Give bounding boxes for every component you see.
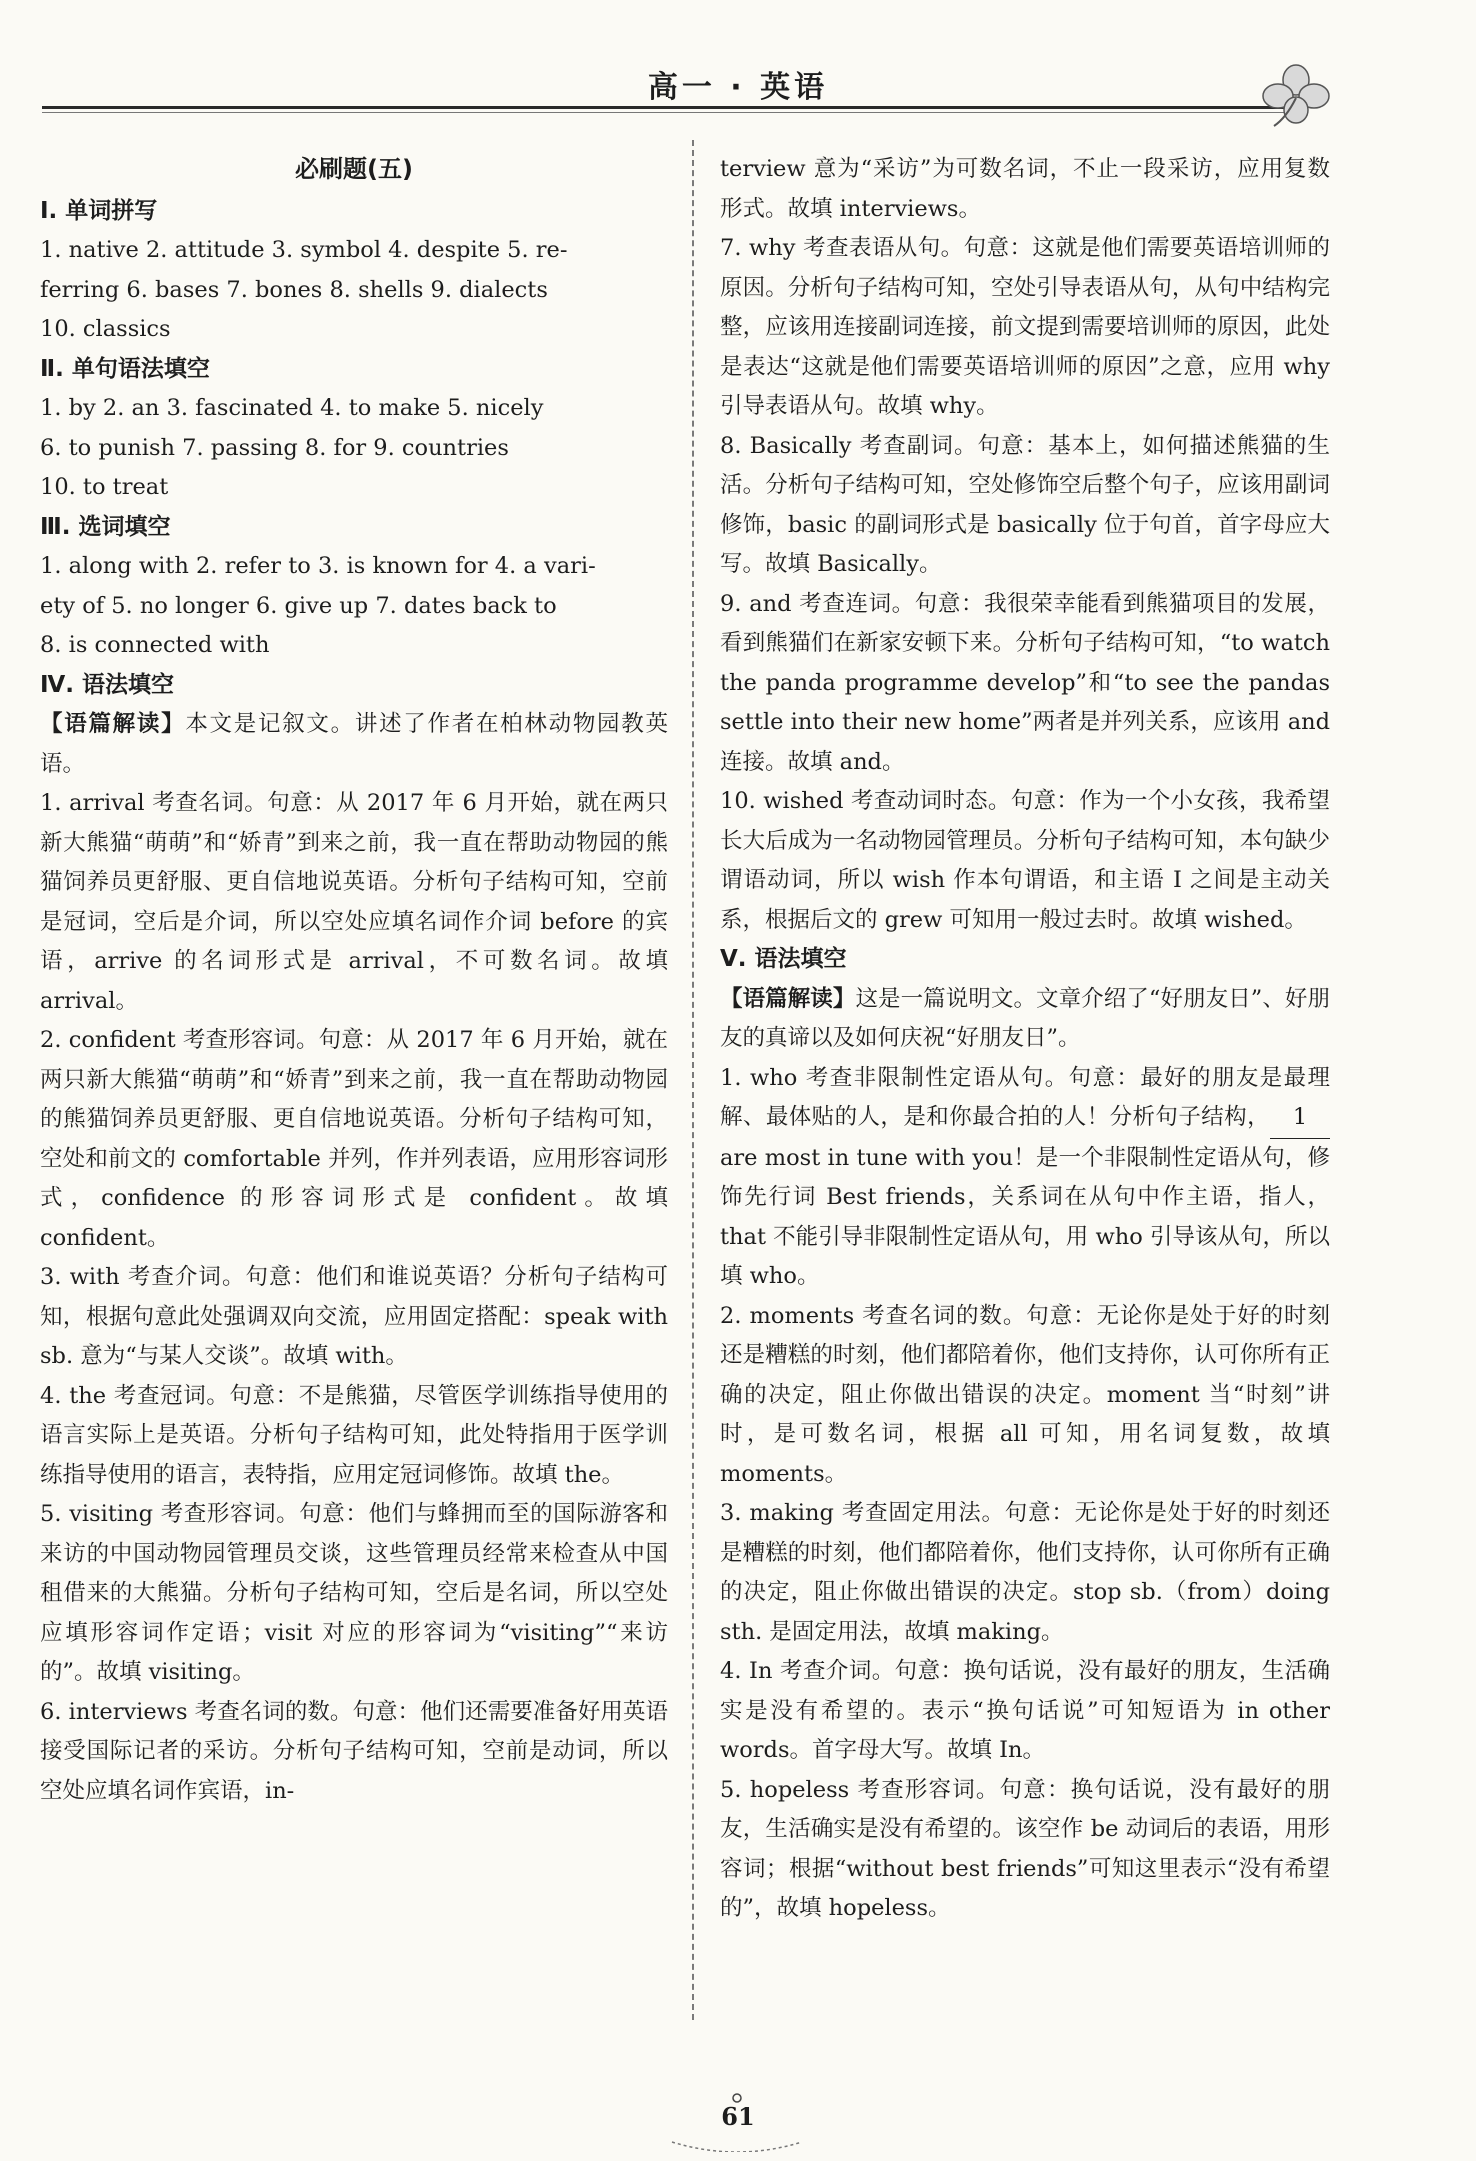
- answer-continuation: terview 意为“采访”为可数名词，不止一段采访，应用复数形式。故填 interviews。: [720, 156, 1330, 222]
- passage-analysis-label: 【语篇解读】: [40, 711, 186, 737]
- answer-item: 3. with 考查介词。句意：他们和谁说英语？分析句子结构可知，根据句意此处强调双向交流，应用固定搭配：speak with sb. 意为“与某人交谈”。故填 with。: [40, 1264, 668, 1369]
- answer-line: 1. by 2. an 3. fascinated 4. to make 5. nicely: [40, 395, 544, 421]
- answer-item-part: are most in tune with you！是一个非限制性定语从句，修饰先行词 Best friends，关系词在从句中作主语，指人，that 不能引导非限制性定语从句，用 who 引导该从句，所以填 who。: [720, 1144, 1330, 1289]
- answer-item: [720, 1059, 1330, 1297]
- answer-line: 1. along with 2. refer to 3. is known for 4. a vari-: [40, 553, 596, 579]
- section-heading-2: Ⅱ. 单句语法填空: [40, 355, 210, 382]
- section-heading-1: Ⅰ. 单词拼写: [40, 197, 158, 224]
- answer-line: 6. to punish 7. passing 8. for 9. countries: [40, 434, 509, 461]
- exercise-title: 必刷题(五): [295, 155, 413, 183]
- answer-item: 6. interviews 考查名词的数。句意：他们还需要准备好用英语接受国际记者的采访。分析句子结构可知，空前是动词，所以空处应填名词作宾语，in-: [40, 1698, 668, 1804]
- answer-item: 8. Basically 考查副词。句意：基本上，如何描述熊猫的生活。分析句子结构可知，空处修饰空后整个句子，应该用副词修饰，basic 的副词形式是 basically 位于句首，首字母应大写。故填 Basically。: [720, 432, 1330, 577]
- section-heading-5: Ⅴ. 语法填空: [720, 946, 847, 972]
- answer-item: 9. and 考查连词。句意：我很荣幸能看到熊猫项目的发展，看到熊猫们在新家安顿下来。分析句子结构可知，“to watch the panda programme develop”和“to see the pandas settle into their new home”两者是并列关系，应该用 and 连接。故填 and。: [720, 590, 1330, 775]
- section-heading-3: Ⅲ. 选词填空: [40, 513, 171, 540]
- right-column: [720, 150, 1330, 1929]
- answer-item: 10. wished 考查动词时态。句意：作为一个小女孩，我希望长大后成为一名动物园管理员。分析句子结构可知，本句缺少谓语动词，所以 wish 作本句谓语，和主语 I 之间是主动关系，根据后文的 grew 可知用一般过去时。故填 wished。: [720, 788, 1330, 933]
- passage-analysis: [40, 705, 668, 784]
- left-column: [40, 150, 668, 1811]
- answer-line: ety of 5. no longer 6. give up 7. dates back to: [40, 592, 557, 619]
- page-number: 61: [721, 2102, 755, 2131]
- blank-number: 1: [1270, 1098, 1330, 1139]
- answer-item: 7. why 考查表语从句。句意：这就是他们需要英语培训师的原因。分析句子结构可知，空处引导表语从句，从句中结构完整，应该用连接副词连接，前文提到需要培训师的原因，此处是表达“这就是他们需要英语培训师的原因”之意，应用 why 引导表语从句。故填 why。: [720, 235, 1330, 419]
- answer-item: 4. the 考查冠词。句意：不是熊猫，尽管医学训练指导使用的语言实际上是英语。分析句子结构可知，此处特指用于医学训练指导使用的语言，表特指，应用定冠词修饰。故填 the。: [40, 1382, 668, 1488]
- header-rule: [42, 106, 1292, 109]
- answer-item: 4. In 考查介词。句意：换句话说，没有最好的朋友，生活确实是没有希望的。表示“换句话说”可知短语为 in other words。首字母大写。故填 In。: [720, 1658, 1330, 1763]
- passage-analysis-label: 【语篇解读】: [720, 985, 856, 1012]
- answer-item: 5. visiting 考查形容词。句意：他们与蜂拥而至的国际游客和来访的中国动物园管理员交谈，这些管理员经常来检查从中国租借来的大熊猫。分析句子结构可知，空后是名词，所以空处应填形容词作定语；visit 对应的形容词为“visiting”“来访的”。故填 visiting。: [40, 1501, 668, 1685]
- answer-line: 8. is connected with: [40, 632, 270, 658]
- header-title: 高一 · 英语: [647, 70, 829, 105]
- answer-item-part: 1. who 考查非限制性定语从句。句意：最好的朋友是最理解、最体贴的人，是和你最合拍的人！分析句子结构，: [720, 1064, 1330, 1130]
- answer-item: 1. arrival 考查名词。句意：从 2017 年 6 月开始，就在两只新大熊猫“萌萌”和“娇青”到来之前，我一直在帮助动物园的熊猫饲养员更舒服、更自信地说英语。分析句子结构可知，空前是冠词，空后是介词，所以空处应填名词作介词 before 的宾语，arrive 的名词形式是 arrival，不可数名词。故填 arrival。: [40, 790, 668, 1014]
- answer-item: 5. hopeless 考查形容词。句意：换句话说，没有最好的朋友，生活确实是没有希望的。该空作 be 动词后的表语，用形容词；根据“without best friends”可知这里表示“没有希望的”，故填 hopeless。: [720, 1776, 1330, 1921]
- answer-line: 10. to treat: [40, 474, 169, 500]
- answer-line: 1. native 2. attitude 3. symbol 4. despite 5. re-: [40, 237, 568, 263]
- section-heading-4: Ⅳ. 语法填空: [40, 671, 175, 698]
- passage-analysis-text: 本文是记叙文。讲述了作者在柏林动物园教英语。: [40, 711, 668, 777]
- header-rule-thin: [42, 112, 1292, 113]
- answer-item: 2. confident 考查形容词。句意：从 2017 年 6 月开始，就在两只新大熊猫“萌萌”和“娇青”到来之前，我一直在帮助动物园的熊猫饲养员更舒服、更自信地说英语。分析句子结构可知，空处和前文的 comfortable 并列，作并列表语，应用形容词形式，confidence 的形容词形式是 confident。故填 confident。: [40, 1027, 668, 1251]
- passage-analysis: [720, 980, 1330, 1059]
- answer-line: ferring 6. bases 7. bones 8. shells 9. dialects: [40, 276, 548, 303]
- page-header: [0, 0, 1476, 125]
- passage-analysis-text: 这是一篇说明文。文章介绍了“好朋友日”、好朋友的真谛以及如何庆祝“好朋友日”。: [720, 985, 1330, 1051]
- answer-item: 2. moments 考查名词的数。句意：无论你是处于好的时刻还是糟糕的时刻，他们都陪着你，他们支持你，认可你所有正确的决定，阻止你做出错误的决定。moment 当“时刻”讲时，是可数名词，根据 all 可知，用名词复数，故填 moments。: [720, 1302, 1330, 1487]
- clover-decoration-icon: [1256, 58, 1336, 128]
- answer-item: 3. making 考查固定用法。句意：无论你是处于好的时刻还是糟糕的时刻，他们都陪着你，他们支持你，认可你所有正确的决定，阻止你做出错误的决定。stop sb.（from）doing sth. 是固定用法，故填 making。: [720, 1500, 1330, 1645]
- answer-line: 10. classics: [40, 316, 171, 342]
- column-divider: [692, 140, 694, 2020]
